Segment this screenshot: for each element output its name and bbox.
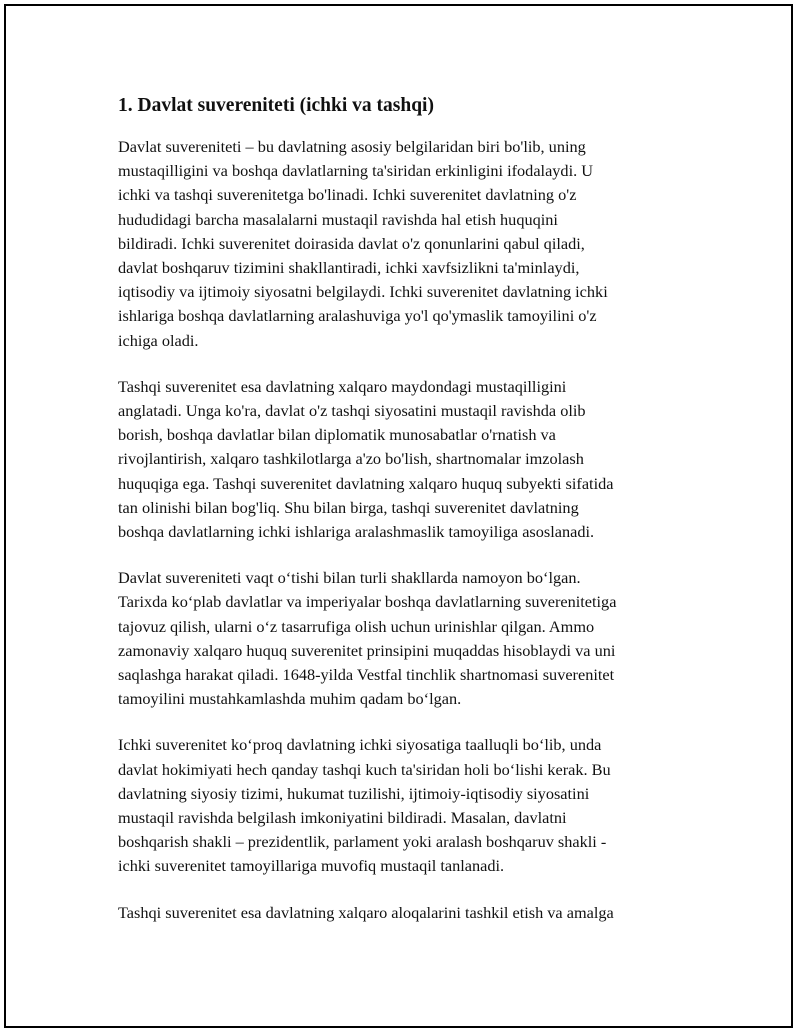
paragraph-line: huquqiga ega. Tashqi suverenitet davlatning xalqaro huquq subyekti sifatida: [118, 473, 614, 493]
paragraph-line: iqtisodiy va ijtimoiy siyosatni belgilaydi. Ichki suverenitet davlatning ichki: [118, 282, 608, 302]
paragraph-line: ichki va tashqi suverenitetga bo'linadi. Ichki suverenitet davlatning o'z: [118, 185, 577, 205]
section-heading: 1. Davlat suvereniteti (ichki va tashqi): [118, 95, 434, 116]
paragraph-line: boshqarish shakli – prezidentlik, parlament yoki aralash boshqaruv shakli -: [118, 832, 607, 852]
paragraph-line: davlat boshqaruv tizimini shakllantiradi, ichki xavfsizlikni ta'minlaydi,: [118, 258, 580, 278]
paragraph-line: boshqa davlatlarning ichki ishlariga aralashmaslik tamoyiliga asoslanadi.: [118, 522, 595, 542]
paragraph-line: ichki suverenitet tamoyillariga muvofiq mustaqil tanlanadi.: [118, 856, 505, 876]
paragraph-line: tamoyilini mustahkamlashda muhim qadam bo‘lgan.: [118, 689, 462, 709]
paragraph: [118, 566, 688, 711]
paragraph-line: hududidagi barcha masalalarni mustaqil ravishda hal etish huquqini: [118, 209, 558, 229]
paragraph-line: tan olinishi bilan bog'liq. Shu bilan birga, tashqi suverenitet davlatning: [118, 497, 579, 517]
paragraph-line: ichiga oladi.: [118, 330, 199, 350]
paragraph-line: Davlat suvereniteti vaqt o‘tishi bilan turli shakllarda namoyon bo‘lgan.: [118, 568, 581, 588]
paragraph-line: anglatadi. Unga ko'ra, davlat o'z tashqi siyosatini mustaqil ravishda olib: [118, 401, 586, 421]
paragraph: [118, 375, 688, 544]
paragraph-line: bildiradi. Ichki suverenitet doirasida davlat o'z qonunlarini qabul qiladi,: [118, 233, 585, 253]
paragraph-line: mustaqilligini va boshqa davlatlarning ta'siridan erkinligini ifodalaydi. U: [118, 161, 593, 181]
paragraph-line: Tashqi suverenitet esa davlatning xalqaro aloqalarini tashkil etish va amalga: [118, 902, 614, 922]
paragraph-line: Davlat suvereniteti – bu davlatning asosiy belgilaridan biri bo'lib, uning: [118, 137, 586, 156]
paragraph-line: zamonaviy xalqaro huquq suverenitet prinsipini muqaddas hisoblaydi va uni: [118, 640, 616, 660]
paragraph: [118, 901, 688, 925]
paragraph-line: Ichki suverenitet ko‘proq davlatning ichki siyosatiga taalluqli bo‘lib, unda: [118, 735, 602, 755]
paragraph-container: [118, 135, 688, 925]
paragraph-line: tajovuz qilish, ularni o‘z tasarrufiga olish uchun urinishlar qilgan. Ammo: [118, 616, 595, 636]
paragraph-line: davlat hokimiyati hech qanday tashqi kuch ta'siridan holi bo‘lishi kerak. Bu: [118, 759, 611, 779]
paragraph-line: Tarixda ko‘plab davlatlar va imperiyalar boshqa davlatlarning suverenitetiga: [118, 592, 617, 612]
paragraph: [118, 135, 688, 353]
paragraph-line: mustaqil ravishda belgilash imkoniyatini bildiradi. Masalan, davlatni: [118, 808, 567, 828]
paragraph: [118, 733, 688, 878]
paragraph-line: saqlashga harakat qiladi. 1648-yilda Vestfal tinchlik shartnomasi suverenitet: [118, 665, 615, 685]
paragraph-line: rivojlantirish, xalqaro tashkilotlarga a'zo bo'lish, shartnomalar imzolash: [118, 449, 584, 469]
paragraph-line: borish, boshqa davlatlar bilan diplomatik munosabatlar o'rnatish va: [118, 425, 556, 445]
document-body: [118, 93, 688, 947]
paragraph-line: ishlariga boshqa davlatlarning aralashuviga yo'l qo'ymaslik tamoyilini o'z: [118, 306, 597, 326]
paragraph-line: davlatning siyosiy tizimi, hukumat tuzilishi, ijtimoiy-iqtisodiy siyosatini: [118, 783, 590, 803]
paragraph-line: Tashqi suverenitet esa davlatning xalqaro maydondagi mustaqilligini: [118, 376, 567, 396]
